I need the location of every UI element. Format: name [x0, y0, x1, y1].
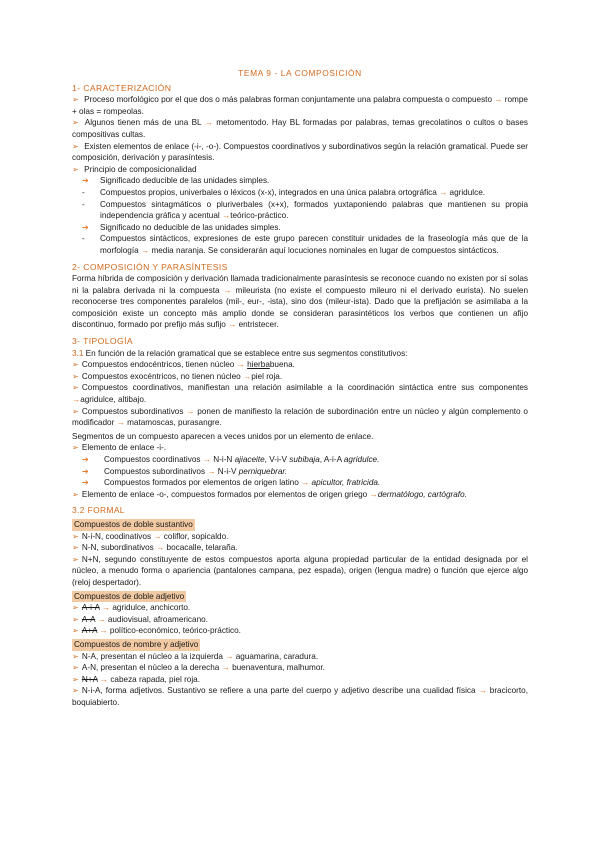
list-item: ➢ N+N, segundo constituyente de estos compuestos aporta alguna propiedad particular de la entidad designada por el núcleo, a menudo forma o apariencia (pantalones campana, pez espada), origen (lengua madre) o función que ejerce algo (reloj despertador).	[72, 554, 528, 587]
arrow-icon: →	[156, 543, 165, 553]
bullet-icon: ➢	[72, 674, 79, 684]
list-item: ➔ Compuestos coordinativos → N-i-N ajiaceite, V-i-V subibaja, A-i-A agridulce.	[82, 455, 380, 464]
heading-caracterizacion: 1- CARACTERIZACIÓN	[72, 82, 172, 93]
arrow-icon: →	[72, 395, 81, 405]
heading-tipologia: 3- TIPOLOGÍA	[72, 336, 133, 347]
highlight-label: Compuestos de nombre y adjetivo	[74, 639, 199, 649]
arrow-icon: →	[221, 663, 230, 673]
list-item: - Compuestos sintagmáticos o pluriverbales (x+x), formados yuxtaponiendo palabras que mantienen su propia independencia gráfica y acentual →teórico-práctico.	[82, 199, 528, 221]
list-item: ➢ N-N, subordinativos → bocacalle, telaraña.	[72, 543, 238, 553]
bullet-icon: ➢	[72, 118, 79, 128]
list-item: - Compuestos propios, univerbales o léxicos (x-x), integrados en una única palabra ortográfica → agridulce.	[82, 187, 486, 197]
list-item: ➢ N-A, presentan el núcleo a la izquierda → aguamarina, caradura.	[72, 651, 319, 661]
list-item: ➢ Compuestos endocéntricos, tienen núcleo → hierbabuena.	[72, 360, 295, 370]
arrow-icon: →	[97, 614, 106, 624]
arrow-icon: →	[225, 651, 234, 661]
bold-arrow-icon: ➔	[82, 222, 89, 232]
paragraph: ➢ Principio de composicionalidad	[72, 164, 197, 174]
list-item: ➢ Elemento de enlace -i-.	[72, 443, 167, 453]
list-item: ➢ N-i-N, coodinativos → coliflor, sopicaldo.	[72, 531, 229, 541]
highlight-label: Compuestos de doble sustantivo	[74, 519, 193, 529]
bullet-icon: ➢	[72, 614, 79, 624]
arrow-icon: →	[186, 406, 195, 416]
bullet-icon: ➢	[72, 95, 79, 105]
arrow-icon: →	[207, 466, 216, 476]
bold-arrow-icon: ➔	[82, 466, 89, 476]
bullet-icon: ➢	[72, 164, 79, 174]
paragraph: Segmentos de un compuesto aparecen a veces unidos por un elemento de enlace.	[72, 431, 374, 441]
arrow-icon: →	[116, 418, 125, 428]
bullet-icon: ➢	[72, 141, 79, 151]
bullet-icon: ➢	[72, 371, 79, 381]
heading-composicion-parasintesis: 2- COMPOSICIÓN Y PARASÍNTESIS	[72, 261, 228, 272]
list-item: ➔ Significado deducible de las unidades simples.	[82, 176, 270, 186]
bullet-icon: ➢	[72, 603, 79, 613]
list-item: ➢ A-i-A → agridulce, anchicorto.	[72, 603, 191, 613]
arrow-icon: →	[223, 285, 232, 295]
bullet-icon: ➢	[72, 626, 79, 636]
list-item: ➢ A-A → audiovisual, afroamericano.	[72, 614, 208, 624]
arrow-icon: →	[101, 603, 111, 613]
subsection-number: 3.1	[72, 348, 84, 358]
arrow-icon: →	[478, 686, 487, 696]
arrow-icon: →	[202, 455, 211, 464]
bold-arrow-icon: ➔	[82, 478, 89, 488]
dash-marker: -	[82, 234, 85, 244]
bullet-icon: ➢	[72, 663, 79, 673]
bullet-icon: ➢	[72, 543, 79, 553]
list-item: - Compuestos sintácticos, expresiones de este grupo parecen constituir unidades de la fraseología más que de la morfología → media naranja. Se considerarán aquí locuciones nominales en lugar de compuestos sintácticos.	[82, 234, 528, 255]
arrow-icon: →	[243, 371, 252, 381]
bullet-icon: ➢	[72, 443, 79, 453]
list-item: ➢ Compuestos coordinativos, manifiestan una relación asimilable a la coordinación sintáctica entre sus componentes →agridulce, altibajo.	[72, 383, 528, 405]
arrow-icon: →	[204, 118, 213, 128]
bullet-icon: ➢	[72, 531, 79, 541]
list-item: ➢ Elemento de enlace -o-, compuestos formados por elementos de origen griego →dermatólogo, cartógrafo.	[72, 489, 467, 499]
list-item: ➔ Significado no deducible de las unidades simples.	[82, 222, 281, 232]
heading-formal: 3.2 FORMAL	[72, 505, 125, 516]
list-item: ➢ A-N, presentan el núcleo a la derecha → buenaventura, malhumor.	[72, 663, 325, 673]
arrow-icon: →	[301, 478, 310, 488]
bullet-icon: ➢	[72, 651, 79, 661]
arrow-icon: →	[153, 531, 162, 541]
paragraph: ➢ Existen elementos de enlace (-i-, -o-). Compuestos coordinativos y subordinativos según la relación gramatical. Puede ser composición, derivación y parasíntesis.	[72, 141, 528, 163]
arrow-icon: →	[236, 360, 245, 370]
arrow-icon: →	[228, 320, 237, 330]
list-item: ➢ N+A → cabeza rapada, piel roja.	[72, 674, 200, 684]
arrow-icon: →	[140, 245, 150, 255]
arrow-icon: →	[439, 187, 448, 197]
list-item: ➢ A+A → político-económico, teórico-práctico.	[72, 626, 241, 636]
list-item: ➢ N-i-A, forma adjetivos. Sustantivo se refiere a una parte del cuerpo y adjetivo describe una cualidad física → bracicorto, boquiabierto.	[72, 686, 528, 707]
arrow-icon: →	[494, 95, 503, 105]
highlight-label: Compuestos de doble adjetivo	[74, 591, 185, 601]
bullet-icon: ➢	[72, 554, 79, 564]
paragraph: 3.1 En función de la relación gramatical que se establece entre sus segmentos constitutivos:	[72, 348, 408, 358]
bullet-icon: ➢	[72, 406, 79, 416]
list-item: ➔ Compuestos subordinativos → N-i-V perniquebrar.	[82, 466, 288, 476]
paragraph: ➢ Algunos tienen más de una BL → metomentodo. Hay BL formadas por palabras, temas grecolatinos o cultos o bases compositivas cultas.	[72, 118, 528, 139]
paragraph: ➢ Proceso morfológico por el que dos o más palabras forman conjuntamente una palabra compuesta o compuesto → rompe + olas = rompeolas.	[72, 95, 528, 116]
bullet-icon: ➢	[72, 489, 79, 499]
dash-marker: -	[82, 199, 85, 209]
list-item: ➢ Compuestos exocéntricos, no tienen núcleo →piel roja.	[72, 371, 283, 381]
list-item: ➔ Compuestos formados por elementos de origen latino → apicultor, fratricida.	[82, 478, 381, 488]
bold-arrow-icon: ➔	[82, 176, 89, 186]
bullet-icon: ➢	[72, 360, 79, 370]
bold-arrow-icon: ➔	[82, 455, 89, 464]
page-title: TEMA 9 - LA COMPOSICIÓN	[238, 68, 362, 78]
bullet-icon: ➢	[72, 686, 79, 696]
arrow-icon: →	[99, 626, 108, 636]
bullet-icon: ➢	[72, 383, 79, 393]
arrow-icon: →	[369, 489, 378, 499]
dash-marker: -	[82, 187, 85, 197]
list-item: ➢ Compuestos subordinativos → ponen de manifiesto la relación de subordinación entre un núcleo y algún complemento o modificador → matamoscas, purasangre.	[72, 406, 528, 428]
arrow-icon: →	[99, 674, 109, 684]
paragraph: Forma híbrida de composición y derivación llamada tradicionalmente parasíntesis se reconoce cuando no existen por sí solas ni la palabra derivada ni la compuesta → mileurista (no existe el compuesto mileuro ni el derivado eurista). No suelen reconocerse tres componentes paralelos (mil-, eur-, -ista), sino dos (mileur-ista). Dado que la prefijación se asimilaba a la composición existe un concepto más amplio donde se consideran parasintéticos los verbos que contienen un afijo discontinuo, formado por prefijo más sufijo → entristecer.	[72, 274, 528, 330]
arrow-icon: →	[222, 211, 231, 221]
